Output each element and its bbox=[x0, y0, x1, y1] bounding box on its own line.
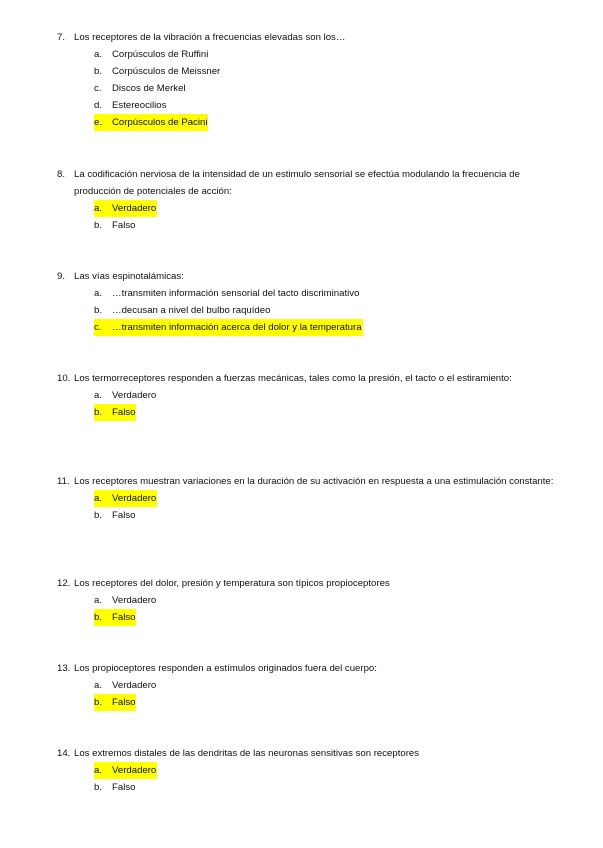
answer-option-correct bbox=[94, 609, 136, 626]
question-number: 8. bbox=[57, 169, 66, 180]
question-text: Los receptores del dolor, presión y temperatura son típicos propioceptores bbox=[74, 578, 390, 589]
option-text: …transmiten información acerca del dolor y la temperatura bbox=[112, 322, 362, 333]
question-number: 11. bbox=[57, 476, 70, 487]
answer-options bbox=[57, 285, 557, 336]
option-letter: a. bbox=[94, 390, 103, 401]
question-12 bbox=[57, 575, 557, 626]
question-text: Los receptores muestran variaciones en la duración de su activación en respuesta a una estimulación constante: bbox=[74, 476, 554, 487]
answer-options bbox=[57, 200, 557, 234]
answer-option bbox=[94, 779, 557, 796]
option-text: Verdadero bbox=[112, 595, 157, 606]
option-text: Corpúsculos de Ruffini bbox=[112, 49, 209, 60]
answer-option bbox=[94, 387, 557, 404]
option-text: Falso bbox=[112, 782, 136, 793]
option-letter: b. bbox=[94, 305, 103, 316]
question-number: 9. bbox=[57, 271, 66, 282]
question-11 bbox=[57, 473, 557, 524]
option-text: …transmiten información sensorial del tacto discriminativo bbox=[112, 288, 360, 299]
option-text: Estereocilios bbox=[112, 100, 167, 111]
answer-options bbox=[57, 762, 557, 796]
answer-options bbox=[57, 677, 557, 711]
answer-options bbox=[57, 387, 557, 421]
option-letter: b. bbox=[94, 220, 103, 231]
option-text: Corpúsculos de Meissner bbox=[112, 66, 221, 77]
question-13 bbox=[57, 660, 557, 711]
answer-option bbox=[94, 592, 557, 609]
answer-option bbox=[94, 217, 557, 234]
answer-options bbox=[57, 592, 557, 626]
question-number: 7. bbox=[57, 32, 66, 43]
answer-option-correct bbox=[94, 319, 363, 336]
option-text: Verdadero bbox=[112, 390, 157, 401]
option-text: Verdadero bbox=[112, 203, 157, 214]
answer-option bbox=[94, 302, 557, 319]
option-letter: b. bbox=[94, 697, 103, 708]
option-letter: a. bbox=[94, 595, 103, 606]
question-number: 13. bbox=[57, 663, 71, 674]
option-letter: b. bbox=[94, 66, 103, 77]
answer-option-correct bbox=[94, 694, 136, 711]
option-text: Verdadero bbox=[112, 765, 157, 776]
option-text: Falso bbox=[112, 510, 136, 521]
option-letter: b. bbox=[94, 407, 103, 418]
option-text: Falso bbox=[112, 220, 136, 231]
option-text: Falso bbox=[112, 697, 136, 708]
question-text: Las vías espinotalámicas: bbox=[74, 271, 184, 282]
answer-option bbox=[94, 507, 557, 524]
answer-option-correct bbox=[94, 762, 157, 779]
option-letter: a. bbox=[94, 765, 103, 776]
answer-option-correct bbox=[94, 200, 157, 217]
answer-options bbox=[57, 490, 557, 524]
question-7 bbox=[57, 29, 557, 131]
question-number: 12. bbox=[57, 578, 71, 589]
option-letter: a. bbox=[94, 493, 103, 504]
option-letter: b. bbox=[94, 612, 103, 623]
option-letter: a. bbox=[94, 680, 103, 691]
question-text: Los propioceptores responden a estímulos originados fuera del cuerpo: bbox=[74, 663, 377, 674]
option-text: Verdadero bbox=[112, 493, 157, 504]
question-8 bbox=[57, 166, 557, 234]
option-letter: b. bbox=[94, 510, 103, 521]
question-number: 10. bbox=[57, 373, 71, 384]
answer-option bbox=[94, 285, 557, 302]
option-text: …decusan a nivel del bulbo raquídeo bbox=[112, 305, 271, 316]
question-9 bbox=[57, 268, 557, 336]
option-letter: b. bbox=[94, 782, 103, 793]
question-text: La codificación nerviosa de la intensidad de un estimulo sensorial se efectúa modulando la frecuencia de producción de potenciales de acción: bbox=[74, 169, 520, 197]
question-text: Los extremos distales de las dendritas de las neuronas sensitivas son receptores bbox=[74, 748, 420, 759]
question-14 bbox=[57, 745, 557, 796]
option-letter: a. bbox=[94, 288, 103, 299]
option-letter: a. bbox=[94, 49, 103, 60]
option-letter: d. bbox=[94, 100, 103, 111]
option-text: Discos de Merkel bbox=[112, 83, 186, 94]
answer-option-correct bbox=[94, 490, 157, 507]
option-letter: c. bbox=[94, 83, 102, 94]
answer-options bbox=[57, 46, 557, 131]
option-letter: e. bbox=[94, 117, 103, 128]
option-letter: c. bbox=[94, 322, 102, 333]
answer-option bbox=[94, 80, 557, 97]
option-letter: a. bbox=[94, 203, 103, 214]
option-text: Corpúsculos de Pacini bbox=[112, 117, 208, 128]
answer-option-correct bbox=[94, 114, 208, 131]
question-text: Los receptores de la vibración a frecuencias elevadas son los… bbox=[74, 32, 346, 43]
answer-option bbox=[94, 97, 557, 114]
answer-option bbox=[94, 46, 557, 63]
answer-option bbox=[94, 63, 557, 80]
question-number: 14. bbox=[57, 748, 71, 759]
question-text: Los termorreceptores responden a fuerzas mecánicas, tales como la presión, el tacto o el estiramiento: bbox=[74, 373, 512, 384]
option-text: Falso bbox=[112, 612, 136, 623]
question-10 bbox=[57, 370, 557, 421]
option-text: Verdadero bbox=[112, 680, 157, 691]
answer-option bbox=[94, 677, 557, 694]
option-text: Falso bbox=[112, 407, 136, 418]
answer-option-correct bbox=[94, 404, 136, 421]
